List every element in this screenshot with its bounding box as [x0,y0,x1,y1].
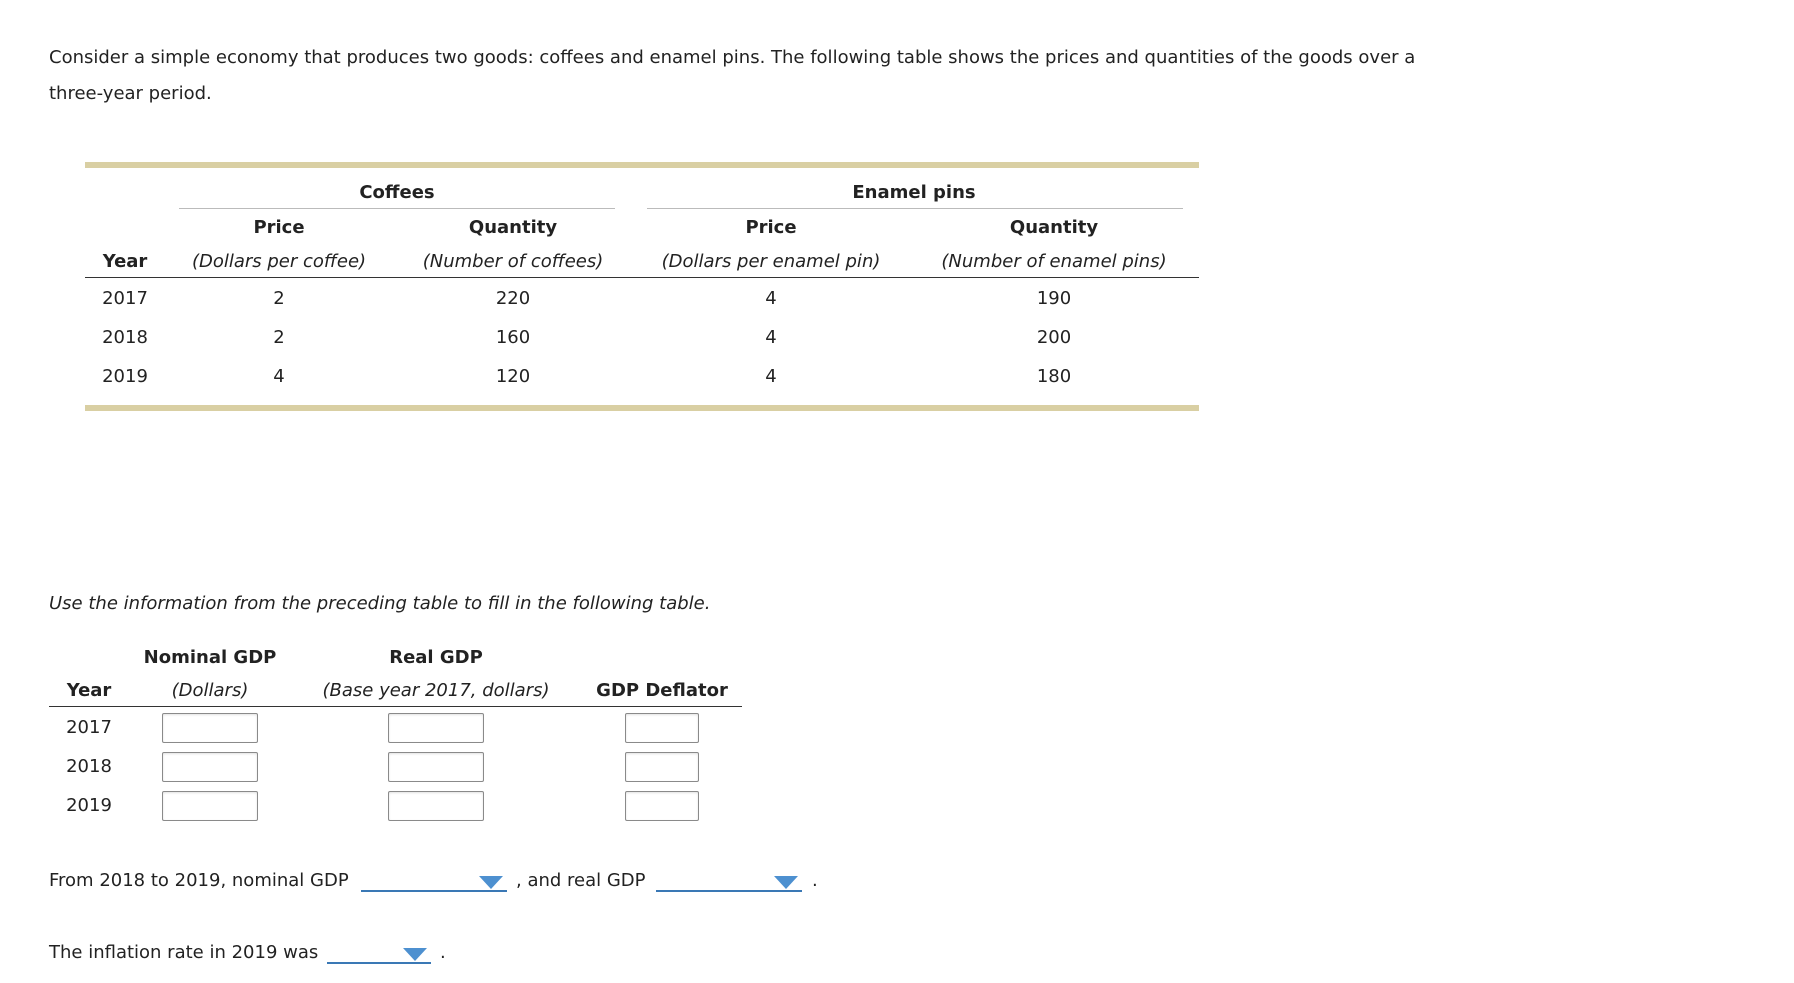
real-gdp-2018-input[interactable] [388,752,484,782]
table-cell-year: 2018 [102,327,148,348]
intro-text [49,40,1449,112]
unit-real-gdp: (Base year 2017, dollars) [322,680,550,701]
table-cell-pin-price: 4 [765,327,777,348]
intro-line-2: three-year period. [49,83,212,104]
col-header-gdp-deflator: GDP Deflator [596,680,728,701]
table-bottom-bar [85,405,1199,411]
table-cell-pin-quantity: 200 [1036,327,1072,348]
table-cell-coffee-price: 4 [273,366,285,387]
gdp-change-prompt: From 2018 to 2019, nominal GDP [49,870,349,891]
table-cell-year: 2017 [102,288,148,309]
table-cell-year: 2019 [102,366,148,387]
table-cell-coffee-quantity: 220 [495,288,531,309]
unit-pin-price: (Dollars per enamel pin) [661,251,881,272]
chevron-down-icon [774,876,798,889]
table-cell-pin-quantity: 180 [1036,366,1072,387]
gdp-row-year: 2019 [66,795,112,816]
nominal-gdp-2019-input[interactable] [162,791,258,821]
unit-nominal-gdp: (Dollars) [171,680,249,701]
nominal-gdp-2018-input[interactable] [162,752,258,782]
real-gdp-change-dropdown[interactable] [656,870,802,892]
chevron-down-icon [479,876,503,889]
col-header-year: Year [102,251,148,272]
col-header-coffee-quantity: Quantity [468,217,558,238]
table-cell-pin-quantity: 190 [1036,288,1072,309]
inflation-rate-dropdown[interactable] [327,942,431,964]
real-gdp-2019-input[interactable] [388,791,484,821]
table-cell-coffee-quantity: 120 [495,366,531,387]
intro-line-1: Consider a simple economy that produces two goods: coffees and enamel pins. The following table shows the prices and quantities of the goods over a [49,47,1416,68]
nominal-gdp-change-dropdown[interactable] [361,870,507,892]
gdp-header-rule [49,706,742,707]
col-header-pin-price: Price [745,217,797,238]
gdp-deflator-2019-input[interactable] [625,791,699,821]
gdp-row-year: 2017 [66,717,112,738]
gdp-deflator-2017-input[interactable] [625,713,699,743]
col-header-real-gdp: Real GDP [389,647,483,668]
real-gdp-change-prompt: , and real GDP [516,870,646,891]
inflation-rate-prompt: The inflation rate in 2019 was [49,942,319,963]
header-rule [85,277,1199,278]
unit-coffee-quantity: (Number of coffees) [422,251,604,272]
real-gdp-2017-input[interactable] [388,713,484,743]
col-header-pin-quantity: Quantity [1009,217,1099,238]
instruction-text: Use the information from the preceding table to fill in the following table. [49,593,711,614]
sentence-period: . [440,942,446,963]
nominal-gdp-2017-input[interactable] [162,713,258,743]
col-header-coffee-price: Price [253,217,305,238]
table-cell-coffee-price: 2 [273,288,285,309]
unit-coffee-price: (Dollars per coffee) [191,251,367,272]
table-cell-coffee-price: 2 [273,327,285,348]
col-header-year: Year [66,680,112,701]
unit-pin-quantity: (Number of enamel pins) [941,251,1167,272]
gdp-row-year: 2018 [66,756,112,777]
gdp-deflator-2018-input[interactable] [625,752,699,782]
sentence-period: . [812,870,818,891]
table-top-bar [85,162,1199,168]
table-cell-coffee-quantity: 160 [495,327,531,348]
col-header-nominal-gdp: Nominal GDP [143,647,277,668]
group-rule-coffees [179,208,615,209]
table-cell-pin-price: 4 [765,288,777,309]
group-header-coffees: Coffees [359,182,435,203]
group-header-enamel-pins: Enamel pins [852,182,976,203]
table-cell-pin-price: 4 [765,366,777,387]
group-rule-pins [647,208,1183,209]
chevron-down-icon [403,948,427,961]
